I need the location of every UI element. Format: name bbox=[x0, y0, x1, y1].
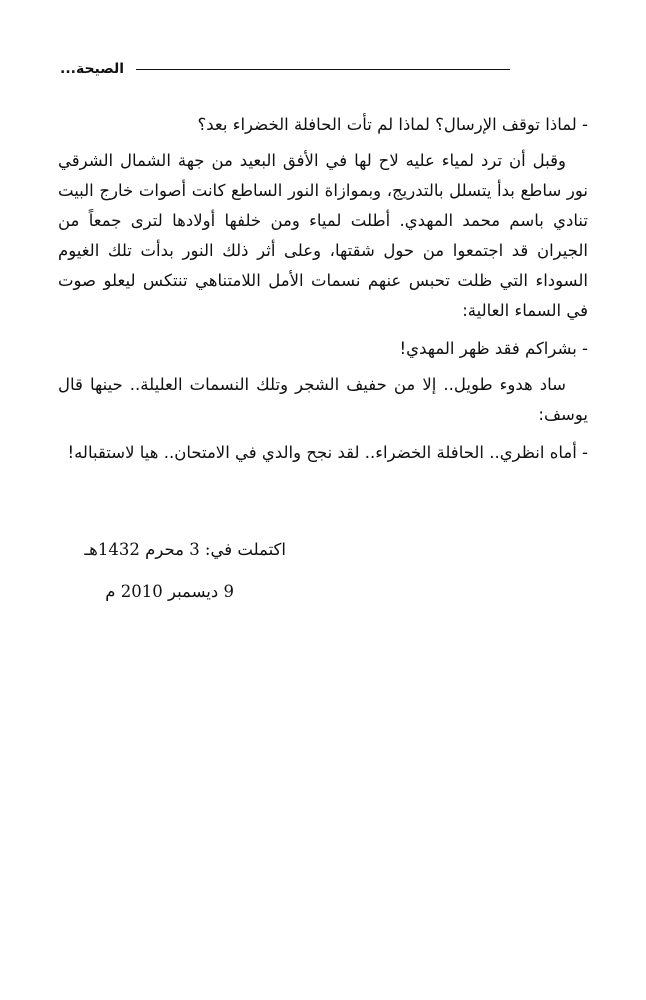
paragraph-dialogue-2: - بشراكم فقد ظهر المهدي! bbox=[399, 339, 588, 358]
header-rule bbox=[136, 69, 510, 70]
completion-date-gregorian: 9 ديسمبر 2010 م bbox=[105, 582, 234, 601]
chapter-title: الصيحة... bbox=[60, 61, 125, 77]
completion-date-hijri: اكتملت في: 3 محرم 1432هـ bbox=[84, 540, 286, 559]
paragraph-narration-2: ساد هدوء طويل.. إلا من حفيف الشجر وتلك النسمات العليلة.. حينها قال يوسف: bbox=[58, 375, 588, 424]
paragraph-dialogue-1: - لماذا توقف الإرسال؟ لماذا لم تأت الحافلة الخضراء بعد؟ bbox=[197, 115, 588, 134]
paragraph-dialogue-3: - أماه انظري.. الحافلة الخضراء.. لقد نجح والدي في الامتحان.. هيا لاستقباله! bbox=[67, 443, 588, 462]
running-header bbox=[60, 58, 510, 80]
story-text bbox=[58, 110, 588, 468]
paragraph-narration-1: وقبل أن ترد لمياء عليه لاح لها في الأفق البعيد من جهة الشمال الشرقي نور ساطع بدأ يتسلل بالتدريج، وبموازاة النور الساطع كانت أصوات خارج البيت تنادي باسم محمد المهدي. أطلت لمياء ومن خلفها أولادها لترى جمعاً من الجيران قد اجتمعوا من حول شقتها، وعلى أثر ذلك النور بدأت تلك الغيوم السوداء التي ظلت تحبس عنهم نسمات الأمل اللامتناهي تنتكس ليعلو صوت في السماء العالية: bbox=[58, 151, 588, 320]
